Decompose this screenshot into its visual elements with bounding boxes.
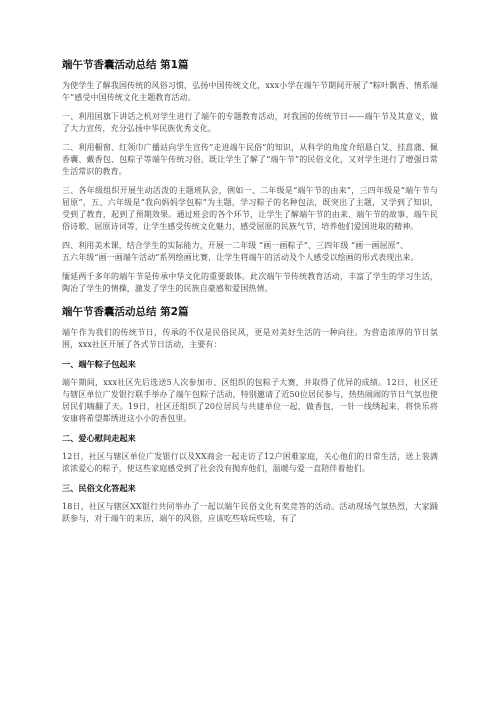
paragraph-intro: 为使学生了解我国传统的风俗习惯，弘扬中国传统文化，xxx小学在端午节期间开展了“粽叶飘香、情系端午”感受中国传统文化主题教育活动。 bbox=[62, 81, 438, 102]
document-page bbox=[62, 58, 438, 532]
paragraph-intro-2: 端午作为我们的传统节日，传承的不仅是民俗民风，更是对美好生活的一种向往。为营造浓厚的节日氛围，xxx社区开展了各式节日活动，主要有： bbox=[62, 328, 438, 349]
paragraph-flag-speech: 一、利用国旗下讲话之机对学生进行了端午的专题教育活动，对我国的传统节日——端午节及其意义，做了大力宣传，充分弘扬中华民族优秀文化。 bbox=[62, 112, 438, 133]
section-heading-quiz: 三、民俗文化答起来 bbox=[62, 483, 136, 493]
section-heading-charity: 二、爱心慰问走起来 bbox=[62, 433, 136, 443]
paragraph-broadcast: 二、利用橱窗、红领巾广播站向学生宣传“走进端午民俗”的知识，从科学的角度介绍悬白艾、挂菖蒲、佩香囊、戴香包、包粽子等端午传统习俗，既让学生了解了“端午节”的民俗文化，又对学生进行了增强日常生活常识的教育。 bbox=[62, 143, 438, 176]
paragraph-conclusion: 缅延两千多年的端午节是传承中华文化的重要载体。此次端午节传统教育活动，丰富了学生的学习生活，陶冶了学生的情操，激发了学生的民族自豪感和爱国热情。 bbox=[62, 272, 438, 293]
paragraph-quiz: 18日，社区与辖区XX银行共同举办了一起以端午民俗文化有奖竞答的活动。活动现场气氛热烈，大家踊跃参与，对于端午的来历，端午的风俗，应该吃些啥玩些啥，有了 bbox=[62, 502, 438, 523]
section-heading-zongzi: 一、端午粽子包起来 bbox=[62, 359, 136, 369]
paragraph-class-meeting: 三、各年级组织开展生动活泼的主题班队会，例如一、二年级是“端午节的由来”，三四年级是“端午节与屈原”，五、六年级是“我向妈妈学包粽”为主题，学习粽子的名种包法，既突出了主题，又学到了知识，受到了教育，起到了预期效果。通过班会的各个环节，让学生了解端午节的由来、端午节的故事、端午民俗诗歌、屈原诗词等，让学生感受传统文化魅力，感受屈原的民族气节，培养他们爱国进取的精神。 bbox=[62, 186, 438, 231]
article-title-1: 端午节香囊活动总结 第1篇 bbox=[62, 59, 189, 71]
article-title-2: 端午节香囊活动总结 第2篇 bbox=[62, 306, 189, 318]
paragraph-charity: 12日，社区与辖区单位广发银行以及XX商会一起走访了12户困难家庭，关心他们的日常生活，送上装满浓浓爱心的粽子，使这些家庭感受到了社会没有抛弃他们，温暖与爱一直陪伴着他们。 bbox=[62, 452, 438, 473]
paragraph-art-class bbox=[62, 240, 438, 264]
art-class-line-2: 五六年级“画一画端午活动”系列绘画比赛，让学生将端午的活动及个人感受以绘画的形式表现出来。 bbox=[62, 253, 419, 262]
paragraph-zongzi: 端午期间，xxx社区先后选送5人次参加市、区组织的包粽子大赛，并取得了优异的成绩。12日，社区还与辖区单位广发银行联手举办了端午包粽子活动，特别邀请了近50位居民参与，热热闹闹的节日气氛也使居民们嗨翻了天。19日，社区还组织了20位居民与共建单位一起，做香包，一针一线绣起来，将快乐将安康将希望都绣进这小小的香包里。 bbox=[62, 378, 438, 423]
art-class-line-1: 四、利用美术课，结合学生的实际能力，开展一二年级 “画一画粽子”、三四年级 “画一画屈原”、 bbox=[62, 241, 409, 250]
